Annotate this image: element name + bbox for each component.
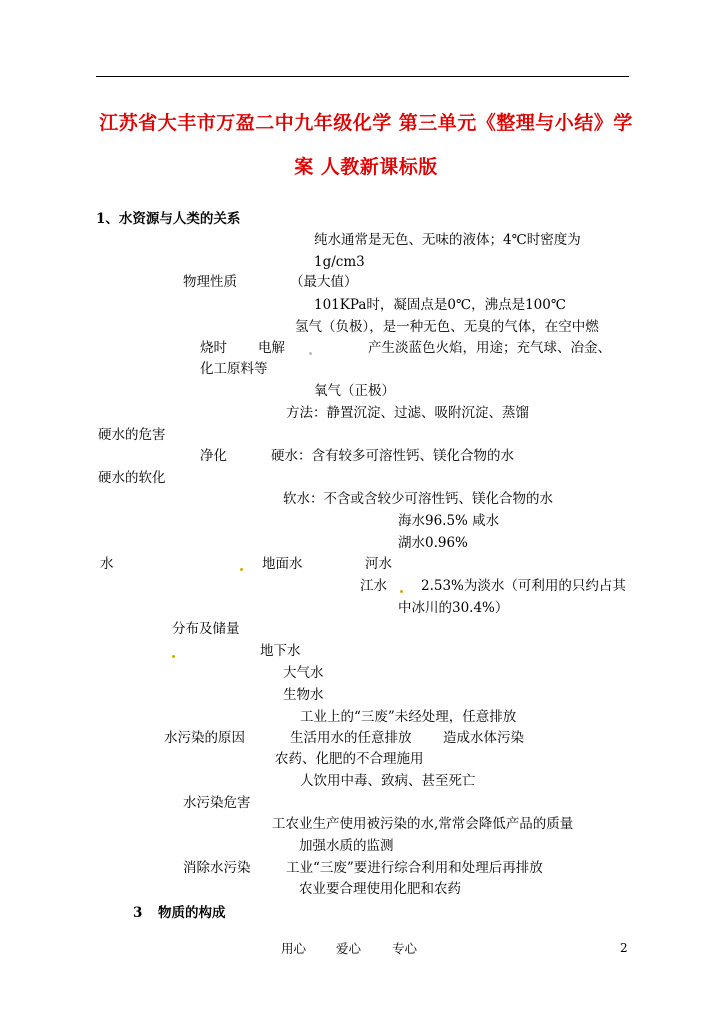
physical-properties-label: 物理性质 <box>183 274 237 290</box>
pollution-causes-label: 水污染的原因 <box>164 730 245 746</box>
stray-dot <box>400 590 403 593</box>
river-water-label: 河水 <box>365 556 392 572</box>
soft-water-definition: 软水：不含或含较少可溶性钙、镁化合物的水 <box>283 491 553 507</box>
stray-dot <box>309 352 312 355</box>
freezing-boiling-point: 101KPa时，凝固点是0℃，沸点是100℃ <box>314 297 566 313</box>
pesticide-fertilizer-cause: 农药、化肥的不合理施用 <box>275 751 424 767</box>
document-title-line-1: 江苏省大丰市万盈二中九年级化学 第三单元《整理与小结》学 <box>99 112 633 134</box>
pure-water-description: 纯水通常是无色、无味的液体；4℃时密度为 <box>314 232 581 248</box>
stray-dot <box>172 655 175 658</box>
section-1-heading: 1、水资源与人类的关系 <box>96 211 241 227</box>
industrial-treatment-measure: 工业“三废”要进行综合利用和处理后再排放 <box>286 860 543 876</box>
hard-water-definition: 硬水：含有较多可溶性钙、镁化合物的水 <box>271 448 514 464</box>
footer-motto-3: 专心 <box>392 941 418 956</box>
electrolysis-label: 电解 <box>258 340 285 356</box>
freshwater-share: 2.53%为淡水（可利用的只约占其 <box>421 578 626 594</box>
health-harm: 人饮用中毒、致病、甚至死亡 <box>300 773 476 789</box>
pollution-harm-label: 水污染危害 <box>183 795 251 811</box>
combustion-label: 烧时 <box>200 340 227 356</box>
eliminate-pollution-label: 消除水污染 <box>183 860 251 876</box>
agricultural-measure: 农业要合理使用化肥和农药 <box>299 881 461 897</box>
purification-label: 净化 <box>200 448 227 464</box>
water-pollution-result: 造成水体污染 <box>443 730 524 746</box>
hydrogen-uses-continued: 化工原料等 <box>200 361 268 377</box>
page-number: 2 <box>620 941 628 955</box>
section-3-heading: 物质的构成 <box>158 905 226 921</box>
glacier-share: 中冰川的30.4%） <box>398 600 509 616</box>
domestic-water-cause: 生活用水的任意排放 <box>290 730 412 746</box>
surface-water-label: 地面水 <box>262 556 303 572</box>
oxygen-label: 氧气（正极） <box>314 383 395 399</box>
groundwater-label: 地下水 <box>260 643 301 659</box>
header-rule <box>96 76 629 77</box>
hard-water-harm: 硬水的危害 <box>98 427 166 443</box>
hydrogen-description: 氢气（负极），是一种无色、无臭的气体，在空中燃 <box>295 319 599 335</box>
hard-water-softening: 硬水的软化 <box>98 470 166 486</box>
lake-water-share: 湖水0.96% <box>398 535 468 551</box>
biological-water-label: 生物水 <box>283 687 324 703</box>
stray-dot <box>240 568 243 571</box>
jiang-water-label: 江水 <box>360 578 387 594</box>
water-root-label: 水 <box>100 556 114 572</box>
production-harm: 工农业生产使用被污染的水,常常会降低产品的质量 <box>272 816 574 832</box>
footer-motto-2: 爱心 <box>336 941 362 956</box>
industrial-waste-cause: 工业上的“三废”未经处理，任意排放 <box>300 709 517 725</box>
atmospheric-water-label: 大气水 <box>283 665 324 681</box>
density-value: 1g/cm3 <box>314 254 365 270</box>
monitoring-measure: 加强水质的监测 <box>299 838 394 854</box>
document-title-line-2: 案 人教新课标版 <box>294 156 438 178</box>
footer-motto-1: 用心 <box>281 941 307 956</box>
seawater-share: 海水96.5% 咸水 <box>398 513 500 529</box>
max-value-note: （最大值） <box>290 274 358 290</box>
hydrogen-flame-uses: 产生淡蓝色火焰，用途；充气球、冶金、 <box>368 340 611 356</box>
section-3-number: 3 <box>133 905 143 921</box>
purification-methods: 方法：静置沉淀、过滤、吸附沉淀、蒸馏 <box>286 405 529 421</box>
distribution-reserves-label: 分布及储量 <box>172 621 240 637</box>
